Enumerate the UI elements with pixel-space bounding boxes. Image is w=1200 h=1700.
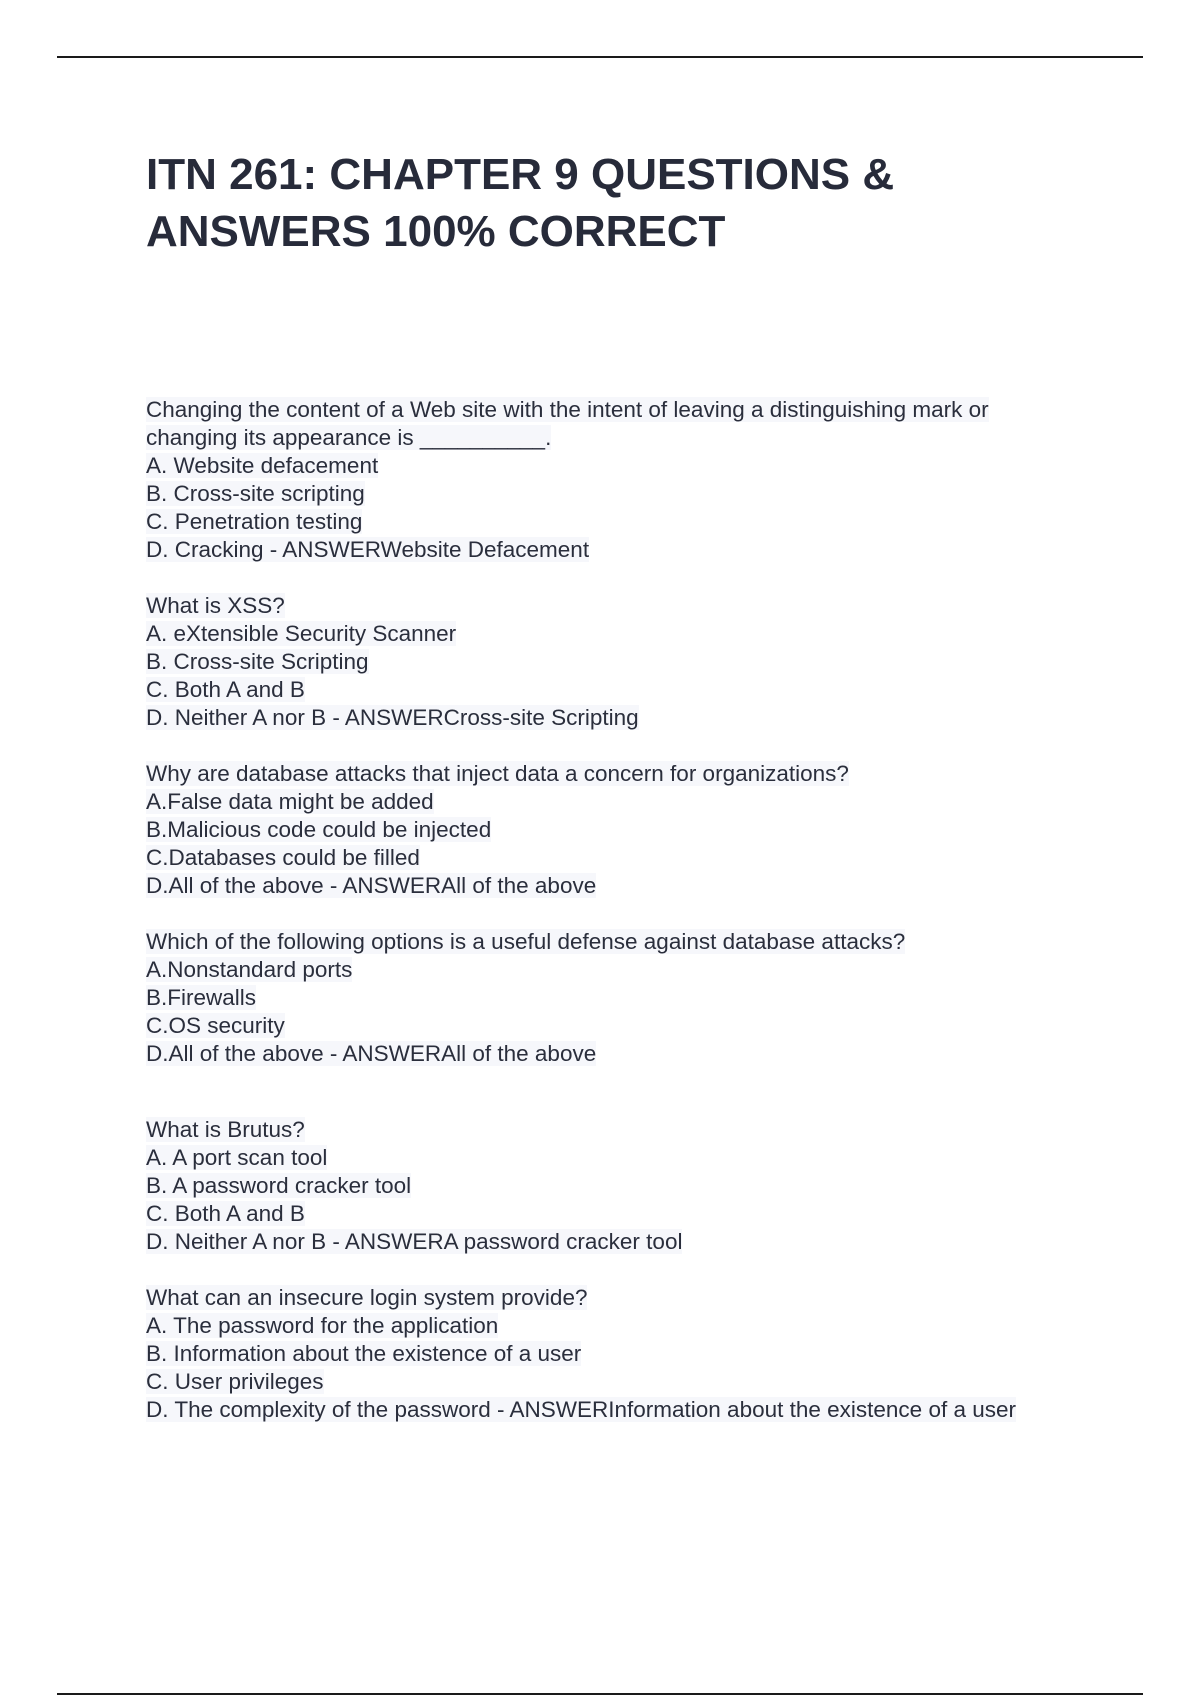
answer-option: B.Firewalls [146, 985, 257, 1010]
spacer [146, 564, 1106, 592]
answer-option: A. Website defacement [146, 453, 379, 478]
question-stem: What is Brutus? [146, 1117, 305, 1142]
answer-option: D.All of the above - ANSWERAll of the above [146, 1041, 597, 1066]
spacer [146, 1256, 1106, 1284]
question-stem: Which of the following options is a useful defense against database attacks? [146, 929, 906, 954]
question-block-3 [146, 760, 1106, 900]
question-list [146, 396, 1106, 1424]
question-block-6 [146, 1284, 1106, 1424]
answer-option: C. User privileges [146, 1369, 324, 1394]
spacer [146, 900, 1106, 928]
question-block-4 [146, 928, 1106, 1068]
question-stem: What can an insecure login system provide? [146, 1285, 588, 1310]
answer-option: D. Neither A nor B - ANSWERA password cracker tool [146, 1229, 683, 1254]
answer-option: B. Information about the existence of a user [146, 1341, 582, 1366]
question-block-1 [146, 396, 1106, 564]
question-block-5 [146, 1116, 1106, 1256]
question-block-2 [146, 592, 1106, 732]
answer-option: B. Cross-site scripting [146, 481, 365, 506]
answer-option: D.All of the above - ANSWERAll of the above [146, 873, 597, 898]
answer-option: A. A port scan tool [146, 1145, 328, 1170]
answer-option: C.OS security [146, 1013, 285, 1038]
answer-option: D. Cracking - ANSWERWebsite Defacement [146, 537, 590, 562]
question-stem: Changing the content of a Web site with the intent of leaving a distinguishing mark or [146, 397, 989, 422]
answer-option: A. eXtensible Security Scanner [146, 621, 457, 646]
answer-option: C.Databases could be filled [146, 845, 420, 870]
page-title [146, 146, 1106, 260]
answer-option: C. Penetration testing [146, 509, 363, 534]
spacer [146, 732, 1106, 760]
answer-option: C. Both A and B [146, 677, 305, 702]
spacer [146, 1068, 1106, 1116]
top-rule [57, 56, 1143, 58]
answer-option: D. Neither A nor B - ANSWERCross-site Scripting [146, 705, 639, 730]
answer-option: B.Malicious code could be injected [146, 817, 492, 842]
question-stem: What is XSS? [146, 593, 285, 618]
question-stem: Why are database attacks that inject data a concern for organizations? [146, 761, 849, 786]
question-stem: changing its appearance is __________. [146, 425, 552, 450]
answer-option: B. A password cracker tool [146, 1173, 412, 1198]
answer-option: A.Nonstandard ports [146, 957, 353, 982]
answer-option: B. Cross-site Scripting [146, 649, 369, 674]
title-line-1: ITN 261: CHAPTER 9 QUESTIONS & [146, 150, 895, 199]
answer-option: A.False data might be added [146, 789, 434, 814]
bottom-rule [57, 1693, 1143, 1695]
answer-option: A. The password for the application [146, 1313, 499, 1338]
answer-option: C. Both A and B [146, 1201, 305, 1226]
answer-option: D. The complexity of the password - ANSWERInformation about the existence of a user [146, 1397, 1016, 1422]
title-line-2: ANSWERS 100% CORRECT [146, 207, 726, 256]
